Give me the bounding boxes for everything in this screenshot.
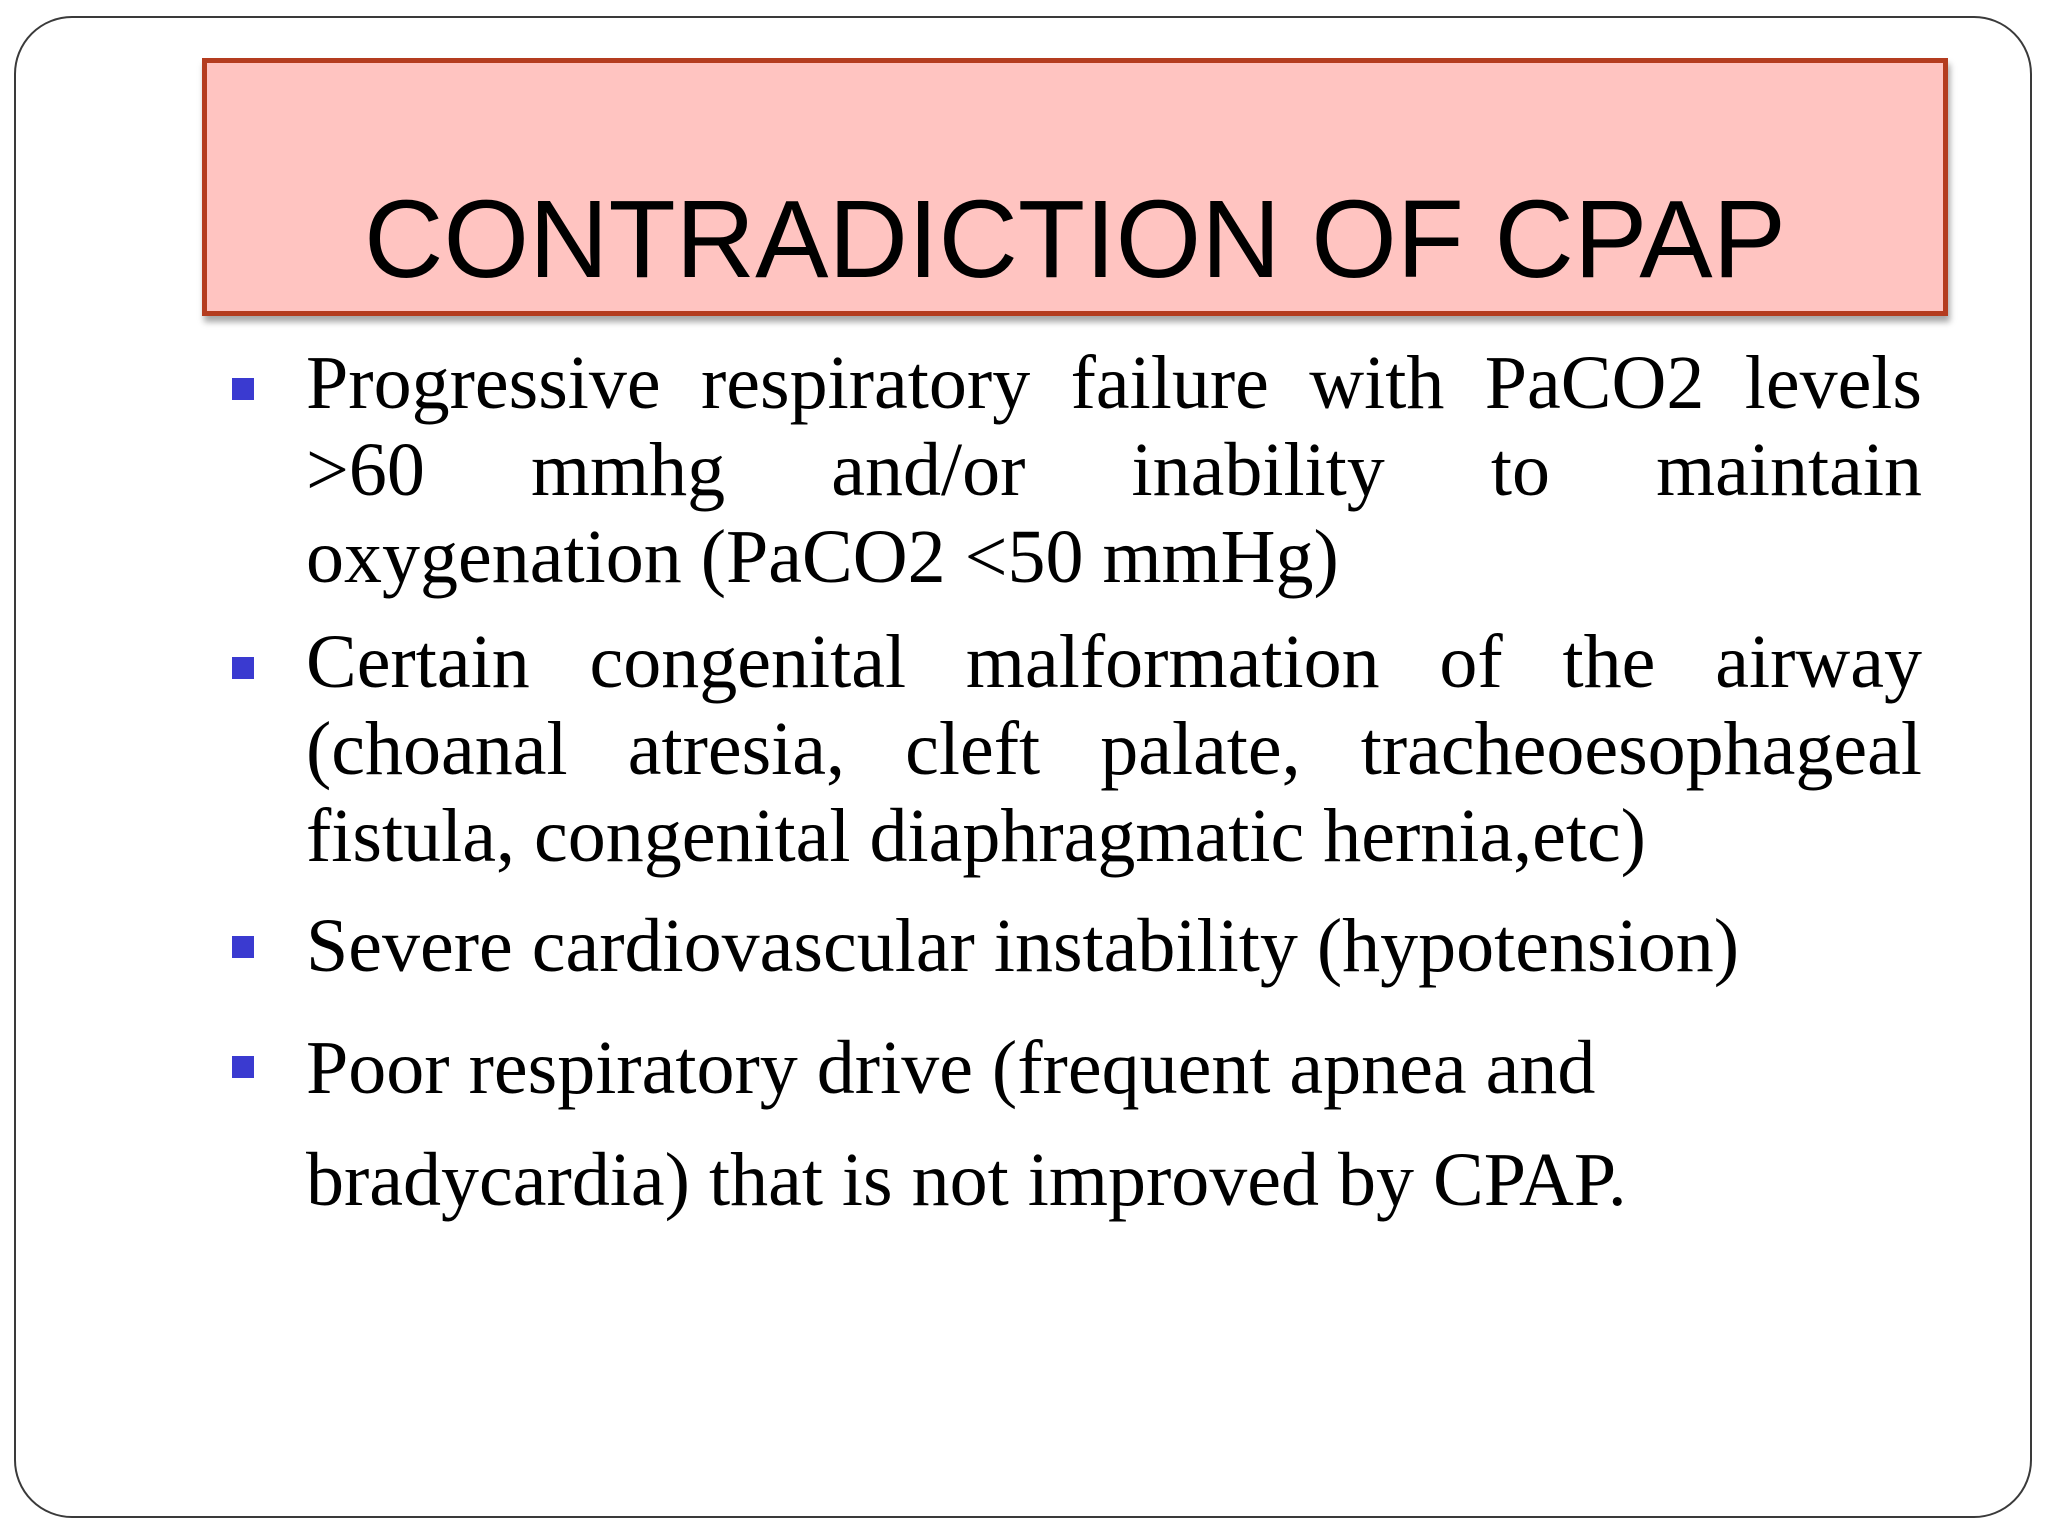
bullet-3-line-1: Severe cardiovascular instability (hypotension) bbox=[306, 904, 1740, 988]
bullet-4-line-1: Poor respiratory drive (frequent apnea and bbox=[306, 1026, 1596, 1110]
slide-title: CONTRADICTION OF CPAP bbox=[364, 178, 1786, 301]
bullet-1-line-3: oxygenation (PaCO2 <50 mmHg) bbox=[306, 515, 1339, 599]
bullet-item-3 bbox=[232, 898, 1922, 994]
square-bullet-icon bbox=[232, 378, 254, 400]
title-box bbox=[202, 58, 1948, 316]
bullet-2-line-3: fistula, congenital diaphragmatic hernia,etc) bbox=[306, 794, 1646, 878]
bullet-2-line-2: (choanal atresia, cleft palate, tracheoesophageal bbox=[306, 707, 1922, 791]
bullet-1-line-2: >60 mmhg and/or inability to maintain bbox=[306, 428, 1922, 512]
bullet-1-line-1: Progressive respiratory failure with PaCO2 levels bbox=[306, 341, 1922, 425]
square-bullet-icon bbox=[232, 657, 254, 679]
bullet-list bbox=[232, 340, 1922, 1236]
square-bullet-icon bbox=[232, 1056, 254, 1078]
bullet-item-4 bbox=[232, 1012, 1922, 1236]
bullet-item-1 bbox=[232, 340, 1922, 601]
bullet-4-line-2: bradycardia) that is not improved by CPAP. bbox=[306, 1138, 1627, 1222]
square-bullet-icon bbox=[232, 936, 254, 958]
bullet-2-line-1: Certain congenital malformation of the airway bbox=[306, 620, 1922, 704]
bullet-item-2 bbox=[232, 619, 1922, 880]
